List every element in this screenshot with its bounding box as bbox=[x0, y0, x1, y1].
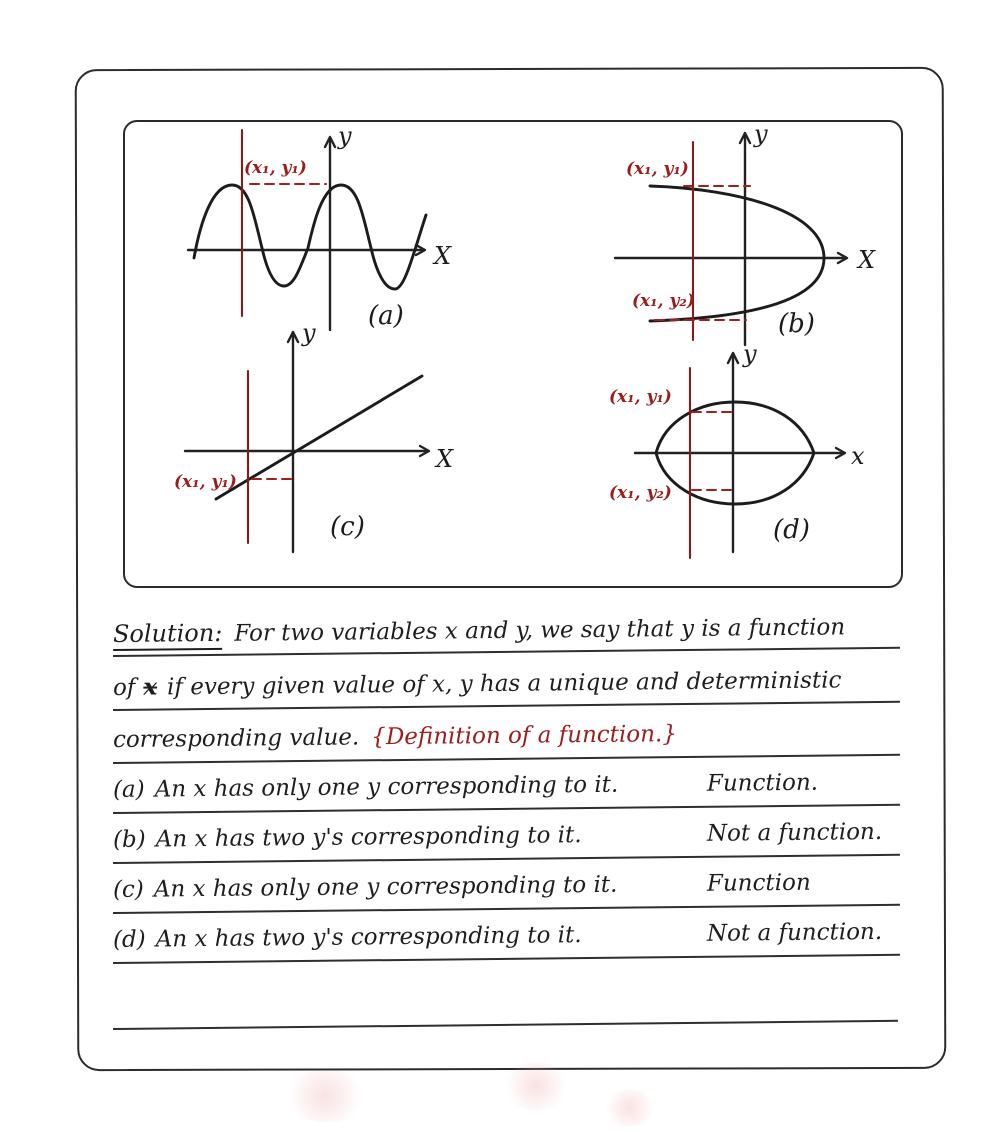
paper-smudge bbox=[500, 1062, 572, 1110]
item-statement: An x has two y's corresponding to it. bbox=[155, 922, 582, 953]
item-verdict: Not a function. bbox=[706, 818, 883, 847]
paper-smudge bbox=[600, 1090, 660, 1126]
item-tag: (d) bbox=[112, 926, 146, 953]
y-axis-label: y bbox=[302, 325, 316, 347]
y-axis-label: y bbox=[754, 120, 768, 148]
x-axis-label: X bbox=[434, 242, 452, 270]
graph-caption: (c) bbox=[330, 512, 365, 542]
solution-line-1-text: For two variables x and y, we say that y is a function bbox=[234, 614, 846, 647]
graph-c bbox=[160, 325, 480, 570]
graph-a bbox=[150, 118, 470, 343]
solution-heading: Solution: bbox=[113, 619, 223, 651]
point-label-bottom: (x₁, y₂) bbox=[609, 483, 672, 503]
x-axis-label: X bbox=[858, 246, 876, 274]
item-verdict: Function bbox=[706, 869, 811, 897]
item-statement: An x has only one y corresponding to it. bbox=[153, 871, 618, 903]
item-tag: (b) bbox=[112, 826, 146, 853]
item-statement: An x has only one y corresponding to it. bbox=[154, 771, 619, 803]
y-axis-label: y bbox=[743, 340, 757, 368]
point-label-top: (x₁, y₁) bbox=[609, 387, 672, 407]
item-statement: An x has two y's corresponding to it. bbox=[155, 822, 582, 853]
graph-b bbox=[610, 118, 900, 353]
line-2-prefix: of bbox=[112, 674, 136, 701]
point-label: (x₁, y₁) bbox=[174, 472, 237, 492]
item-tag: (c) bbox=[112, 876, 144, 903]
x-axis-label: X bbox=[436, 445, 454, 473]
paper-smudge bbox=[280, 1070, 370, 1122]
straight-line-curve bbox=[216, 376, 422, 499]
graph-d bbox=[605, 340, 900, 570]
graph-caption: (d) bbox=[773, 515, 810, 545]
definition-note: {Definition of a function.} bbox=[371, 721, 678, 751]
sine-curve bbox=[194, 185, 426, 289]
point-label-bottom: (x₁, y₂) bbox=[632, 291, 695, 311]
graph-caption: (b) bbox=[778, 309, 815, 339]
x-axis-label: x bbox=[851, 442, 865, 470]
y-axis-label: y bbox=[338, 122, 352, 150]
line-2-rest: if every given value of x, y has a unique and deterministic bbox=[166, 667, 842, 701]
item-tag: (a) bbox=[112, 776, 145, 803]
item-verdict: Not a function. bbox=[706, 918, 883, 947]
point-label: (x₁, y₁) bbox=[244, 158, 307, 178]
crossed-out-x: x bbox=[143, 673, 158, 701]
item-verdict: Function. bbox=[706, 769, 819, 797]
graph-caption: (a) bbox=[368, 301, 404, 331]
line-3-black: corresponding value. bbox=[112, 724, 360, 753]
point-label-top: (x₁, y₁) bbox=[626, 159, 689, 179]
